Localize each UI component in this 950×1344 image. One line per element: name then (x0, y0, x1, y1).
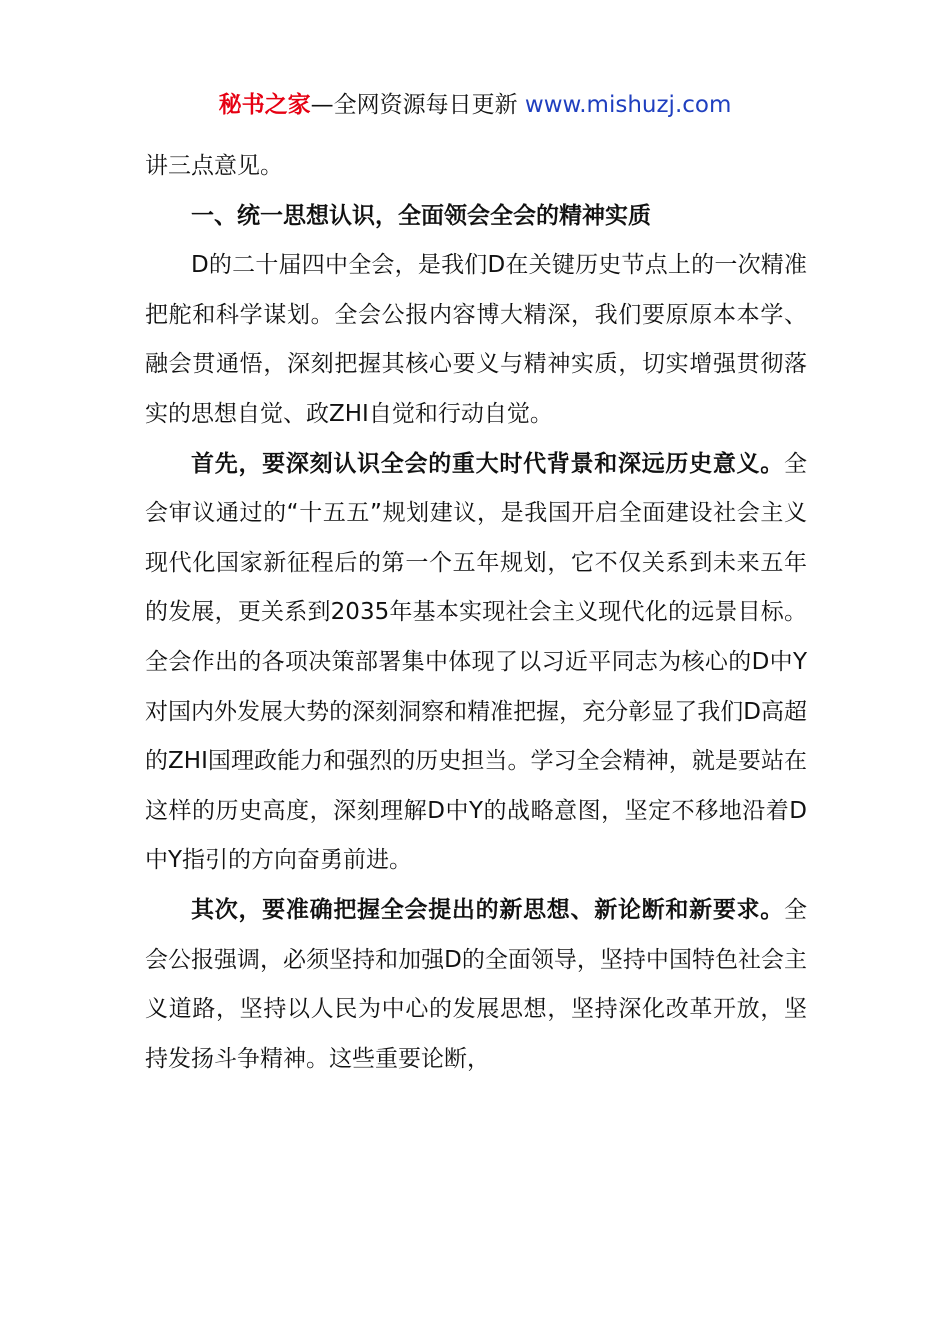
paragraph-intro: 讲三点意见。 (145, 153, 283, 179)
site-url-link[interactable]: www.mishuzj.com (524, 92, 732, 118)
paragraph-3 (145, 886, 807, 1084)
header-tagline: —全网资源每日更新 (310, 92, 518, 118)
paragraph-2-lead: 首先，要深刻认识全会的重大时代背景和深远历史意义。 (191, 450, 784, 477)
paragraph-1: D的二十届四中全会，是我们D在关键历史节点上的一次精准把舵和科学谋划。全会公报内容博大精深，我们要原原本本学、融会贯通悟，深刻把握其核心要义与精神实质，切实增强贯彻落实的思想自觉、政ZHI自觉和行动自觉。 (145, 252, 807, 427)
site-header (0, 88, 950, 122)
paragraph-3-body: 全会公报强调，必须坚持和加强D的全面领导，坚持中国特色社会主义道路，坚持以人民为中心的发展思想，坚持深化改革开放，坚持发扬斗争精神。这些重要论断， (145, 896, 807, 1072)
brand-name: 秘书之家 (218, 92, 311, 118)
paragraph-2 (145, 440, 807, 886)
paragraph-2-body: 全会审议通过的“十五五”规划建议，是我国开启全面建设社会主义现代化国家新征程后的第一个五年规划，它不仅关系到未来五年的发展，更关系到2035年基本实现社会主义现代化的远景目标。全会作出的各项决策部署集中体现了以习近平同志为核心的D中Y对国内外发展大势的深刻洞察和精准把握，充分彰显了我们D高超的ZHI国理政能力和强烈的历史担当。学习全会精神，就是要站在这样的历史高度，深刻理解D中Y的战略意图，坚定不移地沿着D中Y指引的方向奋勇前进。 (145, 450, 807, 874)
section-heading: 一、统一思想认识，全面领会全会的精神实质 (191, 202, 651, 229)
paragraph-3-lead: 其次，要准确把握全会提出的新思想、新论断和新要求。 (191, 896, 784, 923)
document-body (145, 142, 807, 1084)
